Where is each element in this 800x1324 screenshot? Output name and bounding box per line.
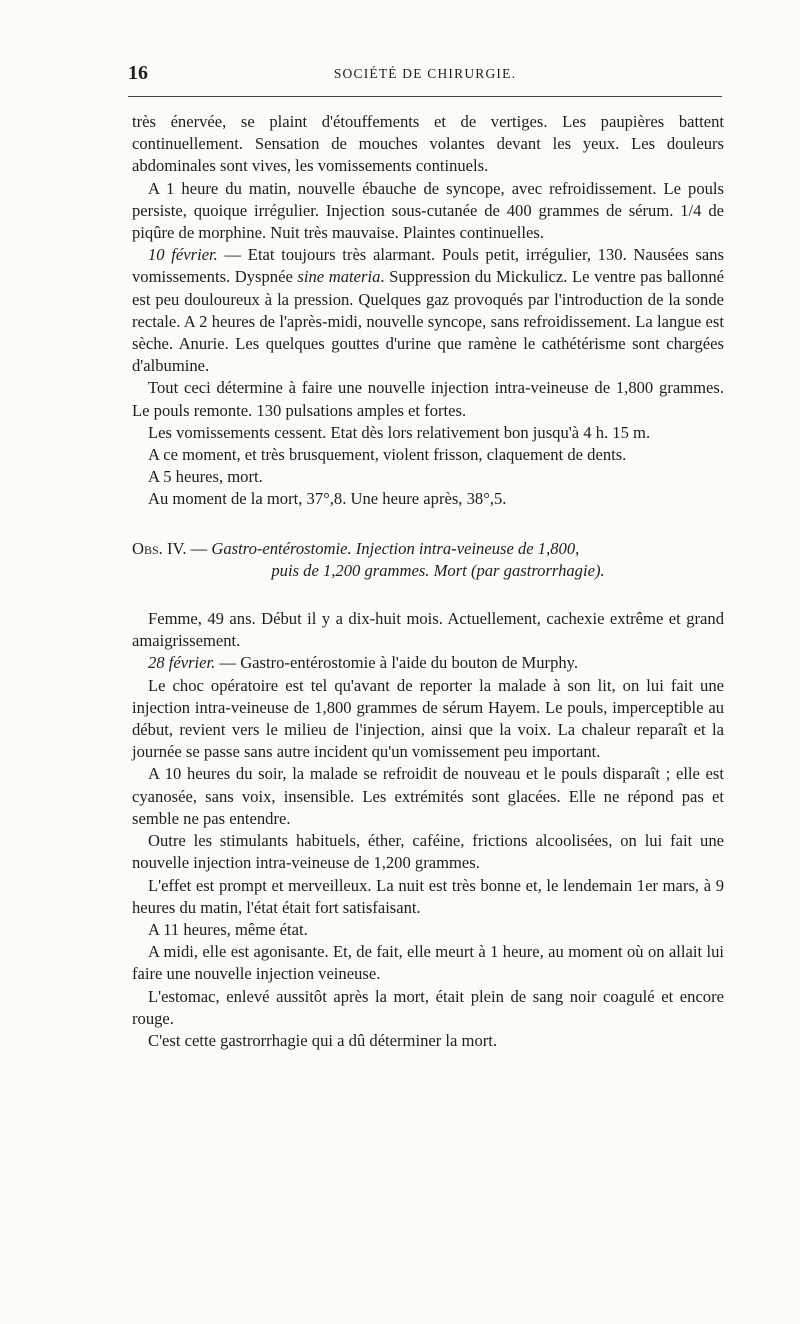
date-label: 10 février.	[148, 245, 218, 265]
paragraph: Au moment de la mort, 37°,8. Une heure après, 38°,5.	[148, 489, 507, 509]
paragraph: L'effet est prompt et merveilleux. La nuit est très bonne et, le lendemain 1er mars, à 9 heures du matin, l'état était fort satisfaisant.	[132, 875, 724, 917]
paragraph: A ce moment, et très brusquement, violent frisson, claquement de dents.	[148, 445, 627, 465]
heading-dash: —	[186, 538, 212, 558]
paragraph: L'estomac, enlevé aussitôt après la mort, était plein de sang noir coagulé et encore rouge.	[132, 986, 724, 1028]
header-rule	[128, 96, 722, 97]
date-label: 28 février.	[148, 653, 216, 673]
latin-phrase: sine materia	[297, 267, 381, 287]
paragraph	[132, 244, 724, 377]
paragraph: A 5 heures, mort.	[148, 467, 263, 487]
paragraph	[132, 652, 724, 674]
paragraph: A 11 heures, même état.	[148, 919, 308, 939]
body-text	[132, 111, 724, 1052]
paragraph: Le choc opératoire est tel qu'avant de reporter la malade à son lit, on lui fait une injection intra-veineuse de 1,800 grammes de sérum Hayem. Le pouls, imperceptible au début, revient vers le milieu de l'injection, ainsi que la voix. La chaleur reparaît et la journée se passe sans autre incident qu'un vomissement peu important.	[132, 675, 724, 762]
paragraph: A 10 heures du soir, la malade se refroidit de nouveau et le pouls disparaît ; elle est cyanosée, sans voix, insensible. Les extrémités sont glacées. Elle ne répond pas et semble ne pas entendre.	[132, 764, 724, 828]
observation-subtitle: puis de 1,200 grammes. Mort (par gastrorrhagie).	[271, 560, 605, 580]
paragraph: A 1 heure du matin, nouvelle ébauche de syncope, avec refroidissement. Le pouls persiste, quoique irrégulier. Injection sous-cutanée de 400 grammes de sérum. 1/4 de piqûre de morphine. Nuit très mauvaise. Plaintes continuelles.	[132, 178, 724, 243]
observation-heading	[132, 538, 724, 582]
paragraph-text: — Gastro-entérostomie à l'aide du bouton de Murphy.	[215, 653, 579, 673]
paragraph: très énervée, se plaint d'étouffements et de vertiges. Les paupières battent continuellement. Sensation de mouches volantes devant les yeux. Les douleurs abdominales sont vives, les vomissements continuels.	[132, 112, 724, 176]
paragraph: C'est cette gastrorrhagie qui a dû déterminer la mort.	[148, 1030, 498, 1050]
paragraph: Tout ceci détermine à faire une nouvelle injection intra-veineuse de 1,800 grammes. Le pouls remonte. 130 pulsations amples et fortes.	[132, 378, 724, 420]
paragraph: Femme, 49 ans. Début il y a dix-huit mois. Actuellement, cachexie extrême et grand amaigrissement.	[132, 609, 724, 651]
paragraph: Les vomissements cessent. Etat dès lors relativement bon jusqu'à 4 h. 15 m.	[148, 422, 651, 442]
paragraph-text: . Suppression du Mickulicz. Le ventre pas ballonné est peu douloureux à la pression. Quelques gaz provoqués par l'introduction de la sonde rectale. A 2 heures de l'après-midi, nouvelle syncope, sans refroidissement. La langue est sèche. Anurie. Les quelques gouttes d'urine que ramène le cathétérisme sont chargées d'albumine.	[132, 267, 725, 376]
observation-label: Obs. IV.	[132, 538, 187, 558]
running-head: SOCIÉTÉ DE CHIRURGIE.	[333, 66, 517, 81]
observation-title: Gastro-entérostomie. Injection intra-veineuse de 1,800,	[211, 538, 580, 558]
paragraph-text: — Etat toujours très alarmant. Pouls petit, irrégulier, 130. Nausées sans vomissements. Dyspnée	[132, 245, 724, 287]
page-number: 16	[128, 62, 148, 84]
page-header	[128, 62, 722, 90]
paragraph: Outre les stimulants habituels, éther, caféine, frictions alcoolisées, on lui fait une nouvelle injection intra-veineuse de 1,200 grammes.	[132, 831, 724, 873]
paragraph: A midi, elle est agonisante. Et, de fait, elle meurt à 1 heure, au moment où on allait lui faire une nouvelle injection veineuse.	[132, 942, 724, 984]
